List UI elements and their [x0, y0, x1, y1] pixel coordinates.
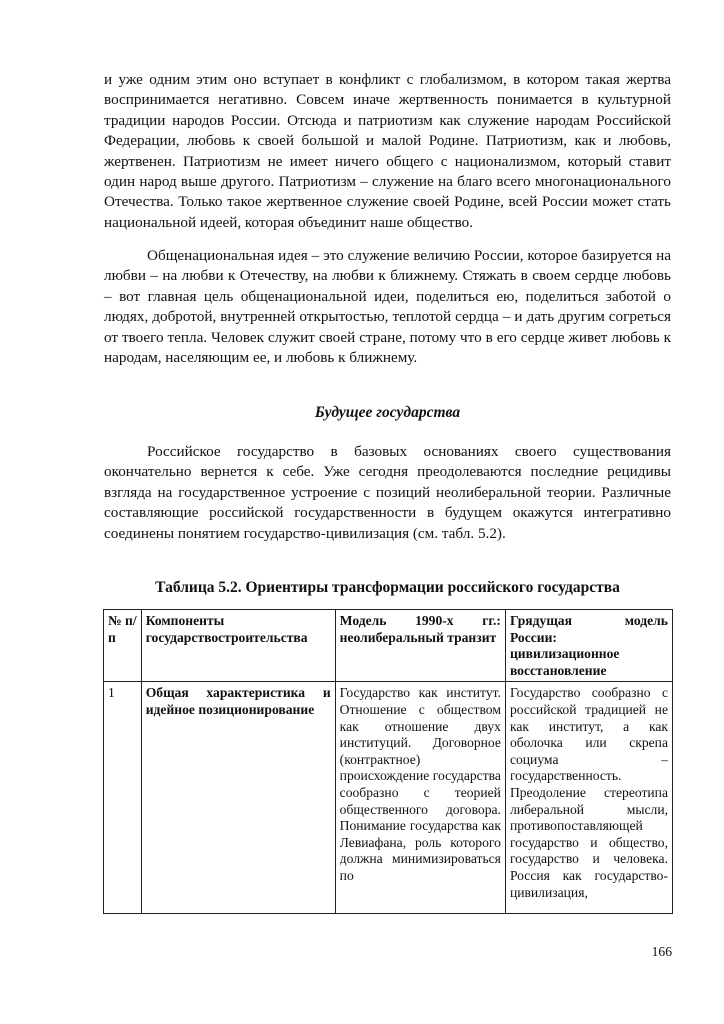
header-future-model: Грядущая модель России: цивилизационное восстановление	[505, 610, 672, 682]
row-future-model: Государство сообразно с российской традицией не как институт, а как оболочка или скрепа социума – государственность. Преодоление стереотипа либеральной мысли, противопоставляющей государство и общество, государство и человека. Россия как государство-цивилизация,	[509, 685, 668, 900]
header-components: Компоненты государствостроительства	[141, 610, 335, 682]
transformation-table	[103, 609, 673, 914]
row-component: Общая характеристика и идейное позиционирование	[141, 682, 335, 914]
header-number: № п/п	[104, 610, 142, 682]
table-row	[104, 682, 673, 914]
table-header-row	[104, 610, 673, 682]
page-number: 166	[651, 944, 672, 959]
paragraph-state-future: Российское государство в базовых основаниях своего существования окончательно вернется к себе. Уже сегодня преодолеваются последние рецидивы взгляда на государственное устроение с позиций неолиберальной теории. Различные составляющие российской государственности в будущем окажутся интегративно соединены понятием государство-цивилизация (см. табл. 5.2).	[104, 443, 671, 542]
paragraph-continuation: и уже одним этим оно вступает в конфликт с глобализмом, в котором такая жертва воспринимается негативно. Совсем иначе жертвенность понимается в культурной традиции народов России. Отсюда и патриотизм как служение народам Российской Федерации, любовь к своей большой и малой Родине. Патриотизм, как и любовь, жертвенен. Патриотизм не имеет ничего общего с национализмом, который ставит один народ выше другого. Патриотизм – служение на благо всего многонационального Отечества. Только такое жертвенное служение своей Родине, всей России может стать национальной идеей, которая объединит наше общество.	[104, 71, 671, 231]
row-model-1990s: Государство как институт. Отношение с обществом как отношение двух институций. Договорное (контрактное) происхождение государства сообразно с теорией общественного договора. Понимание государства как Левиафана, роль которого должна минимизироваться по	[339, 685, 501, 883]
section-heading: Будущее государства	[314, 404, 461, 421]
row-future-model-cell	[505, 682, 672, 914]
row-model-1990s-cell	[335, 682, 505, 914]
table-title: Таблица 5.2. Ориентиры трансформации российского государства	[155, 579, 620, 596]
header-model-1990s: Модель 1990-х гг.: неолиберальный транзит	[335, 610, 505, 682]
row-number: 1	[104, 682, 142, 914]
paragraph-national-idea: Общенациональная идея – это служение величию России, которое базируется на любви – на любви к Отечеству, на любви к ближнему. Стяжать в своем сердце любовь – вот главная цель общенациональной идеи, поделиться ею, поделиться заботой о людях, добротой, внутренней открытостью, теплотой сердца – и дать другим согреться от твоего тепла. Человек служит своей стране, потому что в его сердце живет любовь к народам, населяющим ее, и любовь к ближнему.	[104, 247, 671, 367]
